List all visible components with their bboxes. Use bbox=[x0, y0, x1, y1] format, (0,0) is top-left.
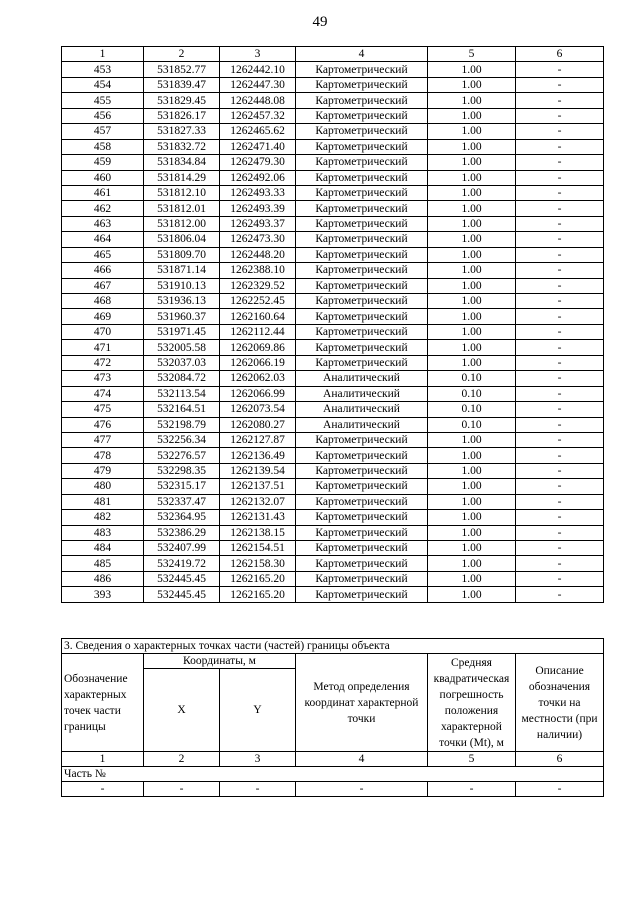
table-cell: - bbox=[516, 494, 604, 509]
table-cell: - bbox=[516, 541, 604, 556]
table-cell: 1262062.03 bbox=[220, 371, 296, 386]
table-cell: 531814.29 bbox=[144, 170, 220, 185]
table-cell: Картометрический bbox=[296, 62, 428, 77]
table-cell: - bbox=[516, 155, 604, 170]
table-cell: 531829.45 bbox=[144, 93, 220, 108]
table-cell: 531910.13 bbox=[144, 278, 220, 293]
table-cell: - bbox=[516, 386, 604, 401]
table-cell: 1.00 bbox=[428, 232, 516, 247]
table-cell: 531809.70 bbox=[144, 247, 220, 262]
table-cell: - bbox=[516, 340, 604, 355]
section3-y-header: Y bbox=[220, 669, 296, 752]
section3-number-cell: 3 bbox=[220, 752, 296, 767]
table-cell: 532364.95 bbox=[144, 510, 220, 525]
table-cell: 531871.14 bbox=[144, 263, 220, 278]
table-cell: 532298.35 bbox=[144, 463, 220, 478]
section3-number-cell: 4 bbox=[296, 752, 428, 767]
section3-coords-header: Координаты, м bbox=[144, 654, 296, 669]
table-cell: 475 bbox=[62, 402, 144, 417]
table-cell: Картометрический bbox=[296, 232, 428, 247]
table-cell: - bbox=[516, 417, 604, 432]
table-cell: 457 bbox=[62, 124, 144, 139]
table-cell: 1.00 bbox=[428, 155, 516, 170]
table-row bbox=[62, 571, 604, 586]
table-cell: 531812.00 bbox=[144, 216, 220, 231]
table-cell: 1.00 bbox=[428, 340, 516, 355]
table-cell: - bbox=[516, 324, 604, 339]
table-cell: Картометрический bbox=[296, 541, 428, 556]
table-cell: 1.00 bbox=[428, 170, 516, 185]
table-cell: - bbox=[516, 77, 604, 92]
table-cell: - bbox=[516, 402, 604, 417]
table-row bbox=[62, 479, 604, 494]
table-cell: 531812.10 bbox=[144, 185, 220, 200]
table-cell: 393 bbox=[62, 587, 144, 602]
table-cell: - bbox=[516, 556, 604, 571]
table-cell: 1262066.99 bbox=[220, 386, 296, 401]
section3-empty-cell: - bbox=[220, 782, 296, 797]
table-row bbox=[62, 263, 604, 278]
table-cell: 1.00 bbox=[428, 139, 516, 154]
table-cell: 532113.54 bbox=[144, 386, 220, 401]
section3-empty-cell: - bbox=[428, 782, 516, 797]
table-cell: 1.00 bbox=[428, 510, 516, 525]
table-row bbox=[62, 139, 604, 154]
table-row bbox=[62, 216, 604, 231]
header-cell: 1 bbox=[62, 47, 144, 62]
table-row bbox=[62, 324, 604, 339]
table-cell: 481 bbox=[62, 494, 144, 509]
section3-x-header: X bbox=[144, 669, 220, 752]
section3-number-cell: 2 bbox=[144, 752, 220, 767]
table-row bbox=[62, 417, 604, 432]
table-cell: - bbox=[516, 216, 604, 231]
table-cell: 1262447.30 bbox=[220, 77, 296, 92]
table-cell: Картометрический bbox=[296, 263, 428, 278]
table-cell: - bbox=[516, 294, 604, 309]
table-cell: Картометрический bbox=[296, 294, 428, 309]
table-cell: 482 bbox=[62, 510, 144, 525]
table-cell: 468 bbox=[62, 294, 144, 309]
section3-number-cell: 5 bbox=[428, 752, 516, 767]
table-cell: 453 bbox=[62, 62, 144, 77]
table-cell: Картометрический bbox=[296, 216, 428, 231]
table-cell: 1262442.10 bbox=[220, 62, 296, 77]
table-cell: - bbox=[516, 139, 604, 154]
table-cell: 532164.51 bbox=[144, 402, 220, 417]
table-cell: 1262388.10 bbox=[220, 263, 296, 278]
table-cell: 483 bbox=[62, 525, 144, 540]
table-cell: 1262073.54 bbox=[220, 402, 296, 417]
table-cell: 469 bbox=[62, 309, 144, 324]
table-cell: 463 bbox=[62, 216, 144, 231]
table-cell: - bbox=[516, 432, 604, 447]
table-cell: 1262080.27 bbox=[220, 417, 296, 432]
table-cell: - bbox=[516, 170, 604, 185]
table-row bbox=[62, 170, 604, 185]
table-cell: 532337.47 bbox=[144, 494, 220, 509]
table-cell: 1262493.33 bbox=[220, 185, 296, 200]
section3-title: 3. Сведения о характерных точках части (частей) границы объекта bbox=[62, 639, 604, 654]
table-cell: 459 bbox=[62, 155, 144, 170]
table-cell: - bbox=[516, 124, 604, 139]
table-cell: 1.00 bbox=[428, 263, 516, 278]
table-row bbox=[62, 93, 604, 108]
header-cell: 6 bbox=[516, 47, 604, 62]
table-cell: 1.00 bbox=[428, 463, 516, 478]
table-cell: 1262493.37 bbox=[220, 216, 296, 231]
table-cell: - bbox=[516, 571, 604, 586]
table-cell: 1262138.15 bbox=[220, 525, 296, 540]
table-row bbox=[62, 108, 604, 123]
table-cell: 1.00 bbox=[428, 525, 516, 540]
table-cell: 531806.04 bbox=[144, 232, 220, 247]
table-row bbox=[62, 494, 604, 509]
table-cell: 531852.77 bbox=[144, 62, 220, 77]
table-cell: Картометрический bbox=[296, 309, 428, 324]
section3-col4-header: Метод определения координат характерной точки bbox=[296, 654, 428, 752]
table-cell: 532005.58 bbox=[144, 340, 220, 355]
table-cell: 471 bbox=[62, 340, 144, 355]
header-cell: 5 bbox=[428, 47, 516, 62]
table-row bbox=[62, 232, 604, 247]
table-cell: 1.00 bbox=[428, 587, 516, 602]
table-cell: 532037.03 bbox=[144, 355, 220, 370]
table-row bbox=[62, 587, 604, 602]
table-cell: 531826.17 bbox=[144, 108, 220, 123]
section3-col1-header: Обозначение характерных точек части границы bbox=[62, 654, 144, 752]
table-row bbox=[62, 386, 604, 401]
table-cell: 1.00 bbox=[428, 479, 516, 494]
section3-number-cell: 6 bbox=[516, 752, 604, 767]
table-cell: 467 bbox=[62, 278, 144, 293]
table-cell: 1.00 bbox=[428, 247, 516, 262]
table-cell: 532084.72 bbox=[144, 371, 220, 386]
table-cell: 454 bbox=[62, 77, 144, 92]
table-cell: Картометрический bbox=[296, 247, 428, 262]
table-cell: - bbox=[516, 185, 604, 200]
table-cell: 531960.37 bbox=[144, 309, 220, 324]
table-cell: 531812.01 bbox=[144, 201, 220, 216]
table-header-row bbox=[62, 47, 604, 62]
table-cell: 1262112.44 bbox=[220, 324, 296, 339]
table-row bbox=[62, 556, 604, 571]
table-cell: 532445.45 bbox=[144, 571, 220, 586]
table-cell: - bbox=[516, 263, 604, 278]
table-cell: Аналитический bbox=[296, 386, 428, 401]
table-cell: 479 bbox=[62, 463, 144, 478]
table-cell: 531971.45 bbox=[144, 324, 220, 339]
table-cell: Картометрический bbox=[296, 93, 428, 108]
table-cell: Картометрический bbox=[296, 463, 428, 478]
table-cell: Картометрический bbox=[296, 494, 428, 509]
table-row bbox=[62, 278, 604, 293]
table-row bbox=[62, 155, 604, 170]
table-cell: 532198.79 bbox=[144, 417, 220, 432]
table-cell: 1262471.40 bbox=[220, 139, 296, 154]
table-cell: 1.00 bbox=[428, 77, 516, 92]
table-cell: - bbox=[516, 371, 604, 386]
table-cell: 0.10 bbox=[428, 371, 516, 386]
table-cell: - bbox=[516, 525, 604, 540]
table-row bbox=[62, 448, 604, 463]
table-cell: 0.10 bbox=[428, 402, 516, 417]
table-cell: 486 bbox=[62, 571, 144, 586]
table-cell: 1.00 bbox=[428, 216, 516, 231]
coordinates-table bbox=[61, 46, 604, 603]
table-cell: 474 bbox=[62, 386, 144, 401]
table-cell: - bbox=[516, 309, 604, 324]
table-row bbox=[62, 77, 604, 92]
table-cell: 1262127.87 bbox=[220, 432, 296, 447]
table-cell: 456 bbox=[62, 108, 144, 123]
table-cell: 1262479.30 bbox=[220, 155, 296, 170]
table-cell: 470 bbox=[62, 324, 144, 339]
table-row bbox=[62, 541, 604, 556]
table-row bbox=[62, 247, 604, 262]
table-cell: 480 bbox=[62, 479, 144, 494]
table-cell: Картометрический bbox=[296, 77, 428, 92]
table-cell: Аналитический bbox=[296, 417, 428, 432]
table-row bbox=[62, 432, 604, 447]
table-cell: 1262473.30 bbox=[220, 232, 296, 247]
table-cell: - bbox=[516, 479, 604, 494]
table-row bbox=[62, 463, 604, 478]
table-cell: - bbox=[516, 355, 604, 370]
table-cell: 1.00 bbox=[428, 124, 516, 139]
table-cell: - bbox=[516, 463, 604, 478]
table-cell: Картометрический bbox=[296, 201, 428, 216]
table-cell: 465 bbox=[62, 247, 144, 262]
table-row bbox=[62, 355, 604, 370]
table-cell: 1262139.54 bbox=[220, 463, 296, 478]
table-cell: 1.00 bbox=[428, 432, 516, 447]
table-cell: 1262329.52 bbox=[220, 278, 296, 293]
table-cell: Картометрический bbox=[296, 587, 428, 602]
table-cell: 531832.72 bbox=[144, 139, 220, 154]
table-cell: 1262252.45 bbox=[220, 294, 296, 309]
section3-col5-header: Средняя квадратическая погрешность положения характерной точки (Мt), м bbox=[428, 654, 516, 752]
table-cell: 1262154.51 bbox=[220, 541, 296, 556]
table-cell: 1.00 bbox=[428, 541, 516, 556]
table-cell: 1.00 bbox=[428, 324, 516, 339]
page-number: 49 bbox=[312, 14, 328, 30]
table-cell: - bbox=[516, 448, 604, 463]
table-cell: 1262448.20 bbox=[220, 247, 296, 262]
table-row bbox=[62, 62, 604, 77]
table-cell: Картометрический bbox=[296, 479, 428, 494]
header-cell: 2 bbox=[144, 47, 220, 62]
table-cell: Картометрический bbox=[296, 324, 428, 339]
table-cell: - bbox=[516, 232, 604, 247]
table-cell: 1262492.06 bbox=[220, 170, 296, 185]
table-cell: 0.10 bbox=[428, 386, 516, 401]
table-row bbox=[62, 340, 604, 355]
table-cell: 1.00 bbox=[428, 309, 516, 324]
table-cell: 461 bbox=[62, 185, 144, 200]
table-cell: Картометрический bbox=[296, 108, 428, 123]
table-cell: 477 bbox=[62, 432, 144, 447]
header-cell: 3 bbox=[220, 47, 296, 62]
table-cell: 473 bbox=[62, 371, 144, 386]
table-cell: 1262136.49 bbox=[220, 448, 296, 463]
table-cell: 532276.57 bbox=[144, 448, 220, 463]
table-cell: 531936.13 bbox=[144, 294, 220, 309]
header-cell: 4 bbox=[296, 47, 428, 62]
table-row bbox=[62, 510, 604, 525]
table-cell: 1262158.30 bbox=[220, 556, 296, 571]
table-cell: 466 bbox=[62, 263, 144, 278]
table-row bbox=[62, 402, 604, 417]
table-cell: 1.00 bbox=[428, 62, 516, 77]
table-cell: Картометрический bbox=[296, 571, 428, 586]
table-cell: 462 bbox=[62, 201, 144, 216]
section3-empty-cell: - bbox=[296, 782, 428, 797]
table-cell: - bbox=[516, 62, 604, 77]
table-cell: 531834.84 bbox=[144, 155, 220, 170]
table-cell: - bbox=[516, 201, 604, 216]
table-cell: Картометрический bbox=[296, 340, 428, 355]
table-cell: 532419.72 bbox=[144, 556, 220, 571]
section3-table bbox=[61, 638, 604, 797]
table-cell: Картометрический bbox=[296, 170, 428, 185]
table-cell: Картометрический bbox=[296, 432, 428, 447]
table-cell: 532315.17 bbox=[144, 479, 220, 494]
table-row bbox=[62, 201, 604, 216]
table-cell: 455 bbox=[62, 93, 144, 108]
table-cell: - bbox=[516, 108, 604, 123]
table-cell: 1262137.51 bbox=[220, 479, 296, 494]
table-cell: 1.00 bbox=[428, 556, 516, 571]
section3-col6-header: Описание обозначения точки на местности (при наличии) bbox=[516, 654, 604, 752]
table-cell: 1.00 bbox=[428, 185, 516, 200]
table-cell: 1262165.20 bbox=[220, 587, 296, 602]
section3-empty-cell: - bbox=[144, 782, 220, 797]
table-cell: 1262069.86 bbox=[220, 340, 296, 355]
table-cell: 1.00 bbox=[428, 93, 516, 108]
table-cell: - bbox=[516, 510, 604, 525]
table-cell: 484 bbox=[62, 541, 144, 556]
table-cell: 478 bbox=[62, 448, 144, 463]
table-cell: Аналитический bbox=[296, 371, 428, 386]
table-cell: 532407.99 bbox=[144, 541, 220, 556]
table-row bbox=[62, 124, 604, 139]
table-cell: 1.00 bbox=[428, 355, 516, 370]
table-cell: 532445.45 bbox=[144, 587, 220, 602]
table-cell: 1262448.08 bbox=[220, 93, 296, 108]
table-cell: Картометрический bbox=[296, 124, 428, 139]
table-cell: 531839.47 bbox=[144, 77, 220, 92]
table-cell: - bbox=[516, 247, 604, 262]
table-cell: 1262066.19 bbox=[220, 355, 296, 370]
section3-part-label: Часть № bbox=[62, 767, 604, 782]
table-cell: 532386.29 bbox=[144, 525, 220, 540]
table-cell: 472 bbox=[62, 355, 144, 370]
table-cell: Аналитический bbox=[296, 402, 428, 417]
table-cell: Картометрический bbox=[296, 139, 428, 154]
table-cell: Картометрический bbox=[296, 155, 428, 170]
table-cell: 1262165.20 bbox=[220, 571, 296, 586]
table-cell: 485 bbox=[62, 556, 144, 571]
section3-number-cell: 1 bbox=[62, 752, 144, 767]
table-cell: Картометрический bbox=[296, 185, 428, 200]
table-row bbox=[62, 371, 604, 386]
table-cell: 1262131.43 bbox=[220, 510, 296, 525]
table-cell: 1262493.39 bbox=[220, 201, 296, 216]
table-cell: - bbox=[516, 278, 604, 293]
table-row bbox=[62, 525, 604, 540]
table-cell: - bbox=[516, 587, 604, 602]
table-cell: 532256.34 bbox=[144, 432, 220, 447]
table-cell: 531827.33 bbox=[144, 124, 220, 139]
table-cell: 1.00 bbox=[428, 571, 516, 586]
section3-empty-cell: - bbox=[516, 782, 604, 797]
table-row bbox=[62, 185, 604, 200]
table-cell: 1.00 bbox=[428, 494, 516, 509]
table-cell: - bbox=[516, 93, 604, 108]
table-cell: Картометрический bbox=[296, 525, 428, 540]
table-cell: 1262132.07 bbox=[220, 494, 296, 509]
table-row bbox=[62, 294, 604, 309]
table-cell: 1.00 bbox=[428, 108, 516, 123]
table-cell: Картометрический bbox=[296, 510, 428, 525]
table-cell: 1262457.32 bbox=[220, 108, 296, 123]
table-cell: 1262160.64 bbox=[220, 309, 296, 324]
table-cell: 460 bbox=[62, 170, 144, 185]
table-cell: 458 bbox=[62, 139, 144, 154]
table-cell: 0.10 bbox=[428, 417, 516, 432]
table-cell: 1.00 bbox=[428, 278, 516, 293]
table-row bbox=[62, 309, 604, 324]
table-cell: Картометрический bbox=[296, 278, 428, 293]
table-cell: Картометрический bbox=[296, 355, 428, 370]
table-cell: 1262465.62 bbox=[220, 124, 296, 139]
table-cell: 476 bbox=[62, 417, 144, 432]
table-cell: Картометрический bbox=[296, 448, 428, 463]
table-cell: 1.00 bbox=[428, 294, 516, 309]
table-cell: 464 bbox=[62, 232, 144, 247]
table-cell: 1.00 bbox=[428, 201, 516, 216]
section3-empty-cell: - bbox=[62, 782, 144, 797]
table-cell: Картометрический bbox=[296, 556, 428, 571]
table-cell: 1.00 bbox=[428, 448, 516, 463]
